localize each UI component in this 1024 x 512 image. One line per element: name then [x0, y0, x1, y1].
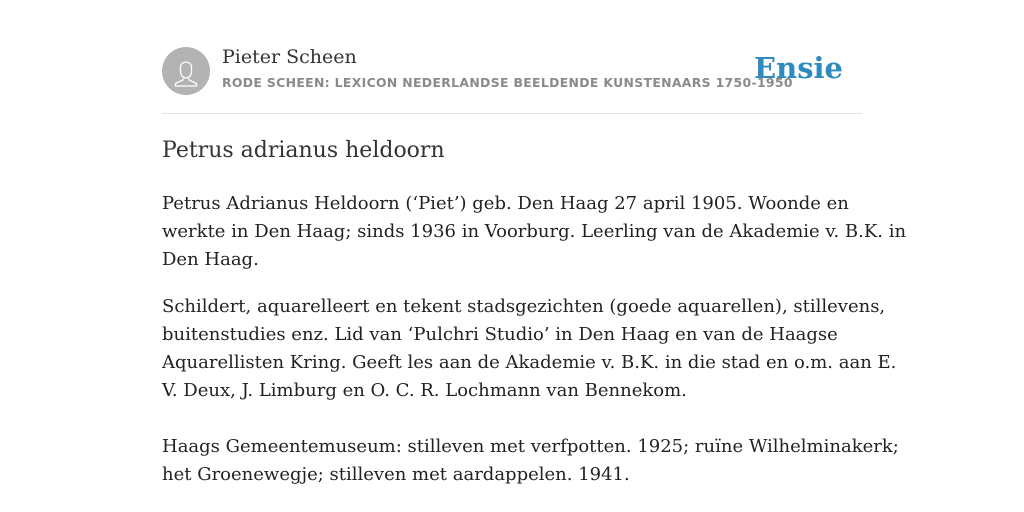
paragraph-line: buitenstudies enz. Lid van ‘Pulchri Studio’ in Den Haag en van de Haagse — [162, 324, 838, 345]
paragraph-line: Petrus Adrianus Heldoorn (‘Piet’) geb. Den Haag 27 april 1905. Woonde en — [162, 193, 849, 214]
paragraph-2 — [162, 293, 897, 405]
paragraph-line: het Groenewegje; stilleven met aardappelen. 1941. — [162, 464, 630, 485]
source-title[interactable]: RODE SCHEEN: LEXICON NEDERLANDSE BEELDENDE KUNSTENAARS 1750-1950 — [222, 75, 793, 90]
author-name[interactable]: Pieter Scheen — [222, 46, 357, 68]
paragraph-line: V. Deux, J. Limburg en O. C. R. Lochmann van Bennekom. — [162, 380, 687, 401]
user-avatar-icon[interactable] — [162, 47, 210, 95]
paragraph-1 — [162, 190, 907, 274]
user-silhouette-icon — [162, 47, 210, 95]
page — [162, 0, 907, 485]
paragraph-line: Haags Gemeentemuseum: stilleven met verfpotten. 1925; ruïne Wilhelminakerk; — [162, 436, 899, 457]
article-title: Petrus adrianus heldoorn — [162, 138, 445, 163]
paragraph-line: werkte in Den Haag; sinds 1936 in Voorburg. Leerling van de Akademie v. B.K. in — [162, 221, 907, 242]
paragraph-3 — [162, 433, 899, 489]
ensie-logo[interactable]: Ensie — [754, 51, 843, 85]
paragraph-line: Aquarellisten Kring. Geeft les aan de Akademie v. B.K. in die stad en o.m. aan E. — [162, 352, 897, 373]
article-header — [162, 0, 862, 114]
paragraph-line: Den Haag. — [162, 249, 259, 270]
paragraph-line: Schildert, aquarelleert en tekent stadsgezichten (goede aquarellen), stillevens, — [162, 296, 886, 317]
